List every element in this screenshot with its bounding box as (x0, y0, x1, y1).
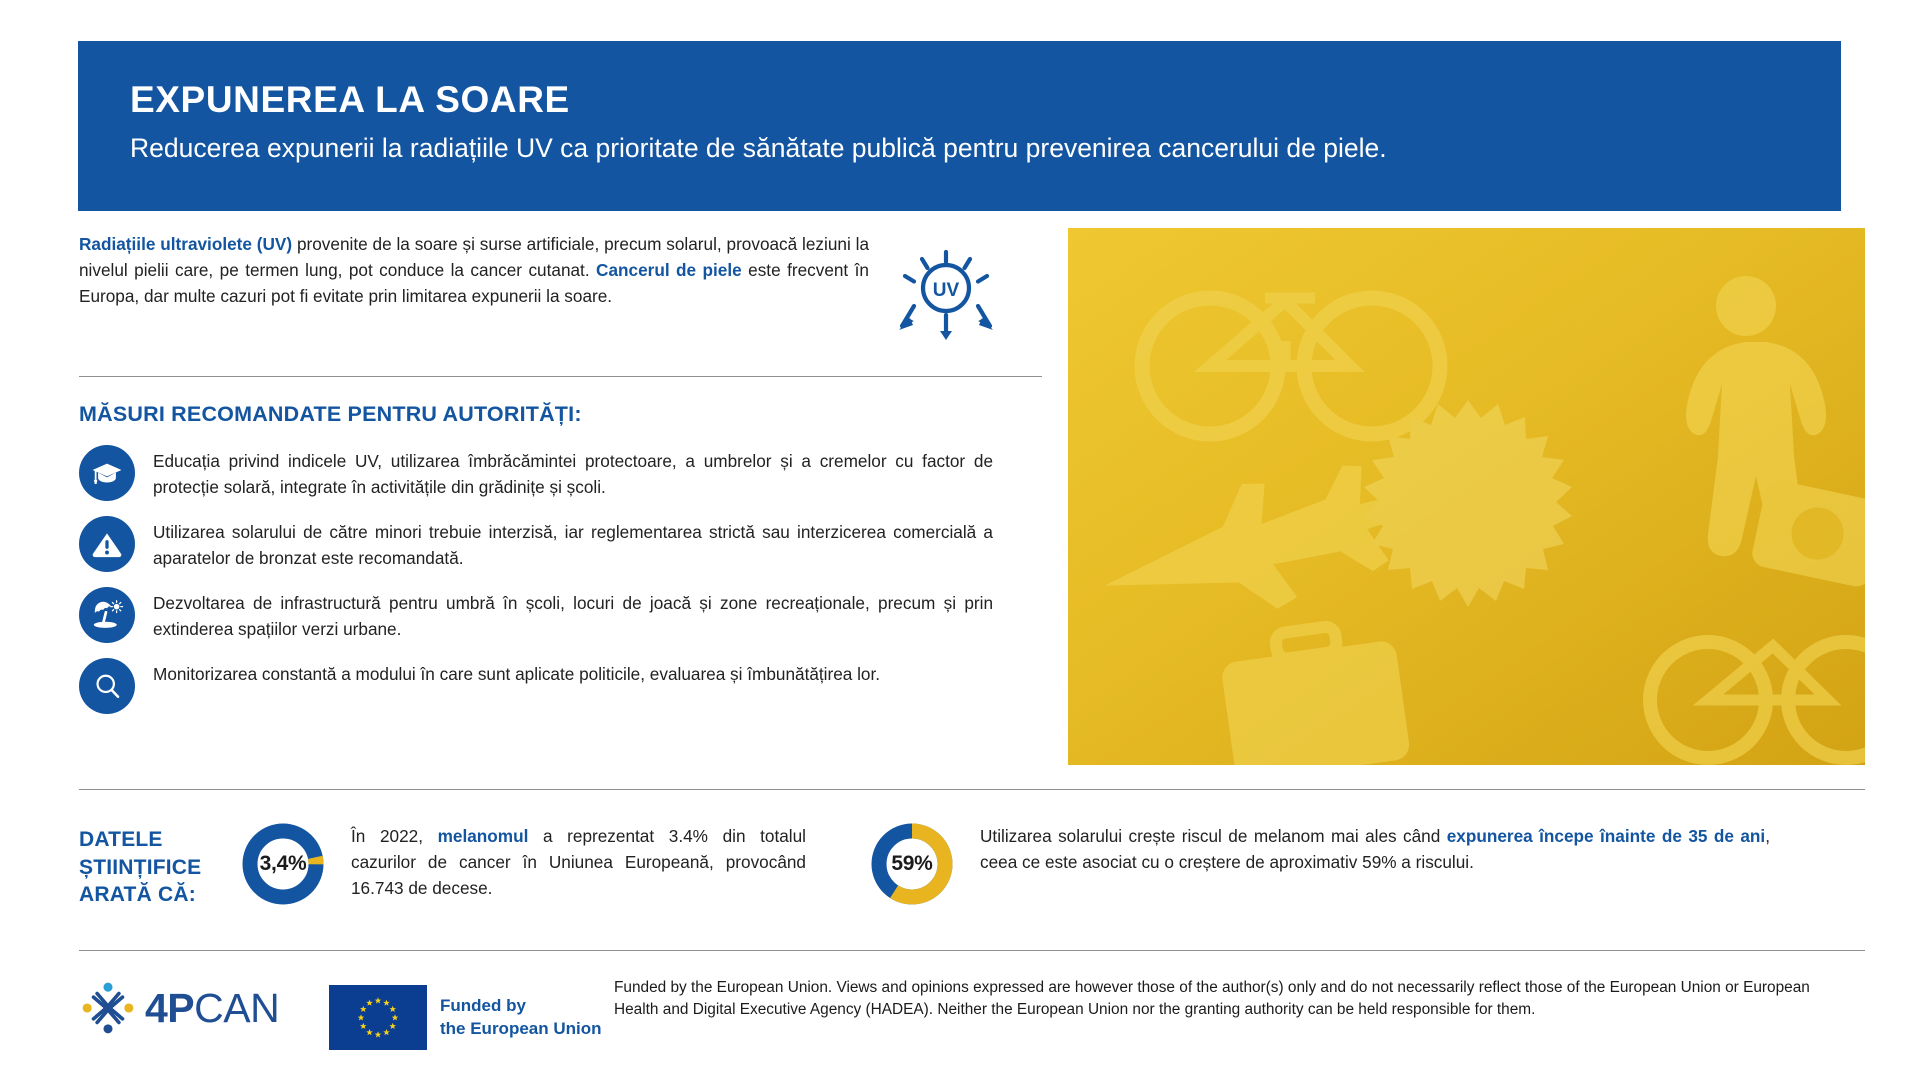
intro-divider (79, 376, 1042, 377)
uv-sun-icon (887, 236, 1005, 354)
donut-label: 3,4% (259, 852, 307, 875)
4pcan-wordmark-suffix: CAN (194, 984, 280, 1031)
graduation-cap-icon (79, 445, 135, 501)
stat-text-before: Utilizarea solarului crește riscul de melanom mai ales când (980, 826, 1447, 846)
eu-funded-line-2: the European Union (440, 1018, 602, 1038)
donut-label: 59% (891, 852, 933, 875)
stat-text-before: În 2022, (351, 826, 438, 846)
stat-block-tanning-risk (868, 820, 1770, 908)
stat-text-after: , ceea ce este asociat cu o creștere de aproximativ 59% a riscului. (980, 826, 1770, 872)
measure-item (79, 445, 1042, 501)
eu-funding-logo (329, 975, 614, 1050)
measure-item (79, 587, 1042, 643)
statistics-section (79, 820, 1865, 909)
parasol-sun-icon (79, 587, 135, 643)
stat-highlight: melanomul (437, 826, 529, 846)
measures-heading: MĂSURI RECOMANDATE PENTRU AUTORITĂȚI: (79, 402, 582, 426)
stat-text-melanoma-share (351, 820, 806, 901)
intro-lead-2: Cancerul de piele (596, 260, 742, 281)
donut-chart-3-4-percent (239, 820, 327, 908)
stats-label-line-1: DATELE (79, 828, 163, 851)
stats-label-line-3: ARATĂ CĂ: (79, 883, 196, 907)
stats-top-divider (79, 789, 1865, 790)
4pcan-wordmark (145, 984, 280, 1031)
eu-funded-line-1: Funded by (440, 996, 526, 1016)
measure-text: Educația privind indicele UV, utilizarea îmbrăcămintei protectoare, a umbrelor și a cremelor cu factor de protecție solară, integrate în activitățile din grădinițe și școli. (153, 451, 993, 497)
measure-text: Utilizarea solarului de către minori trebuie interzisă, iar reglementarea strictă sau interzicerea comercială a aparatelor de bronzat este recomandată. (153, 522, 993, 568)
intro-row (79, 228, 1042, 354)
footer (79, 975, 1865, 1050)
intro-lead-1: Radiațiile ultraviolete (UV) (79, 234, 293, 254)
eu-funded-text (440, 995, 602, 1039)
page-subtitle: Reducerea expunerii la radiațiile UV ca prioritate de sănătate publică pentru prevenirea cancerului de piele. (130, 132, 1387, 163)
stat-highlight: expunerea începe înainte de 35 de ani (1446, 826, 1766, 846)
measure-text: Dezvoltarea de infrastructură pentru umbră în școli, locuri de joacă și zone recreaționale, precum și prin extinderea spațiilor verzi urbane. (153, 593, 993, 639)
summer-objects-yellow-photo (1068, 228, 1865, 765)
left-content-column (79, 228, 1042, 729)
warning-triangle-icon (79, 516, 135, 572)
header-banner (78, 41, 1841, 211)
eu-flag-icon (329, 985, 427, 1050)
measure-text: Monitorizarea constantă a modului în care sunt aplicate politicile, evaluarea și îmbunătățirea lor. (153, 664, 881, 684)
donut-chart-59-percent (868, 820, 956, 908)
4pcan-symbol-icon (79, 979, 137, 1037)
logo-4pcan (79, 975, 329, 1037)
intro-body-1: provenite de la soare și surse artificiale, precum solarul, provoacă leziuni la nivelul pielii care, pe termen lung, pot conduce la cancer cutanat. (79, 234, 870, 281)
stats-section-label (79, 820, 239, 909)
stat-text-after: a reprezentat 3.4% din totalul cazurilor de cancer în Uniunea Europeană, provocând 16.743 de decese. (351, 826, 807, 898)
measure-item (79, 516, 1042, 572)
stat-block-melanoma-share (239, 820, 806, 908)
intro-body-2: este frecvent în Europa, dar multe cazuri pot fi evitate prin limitarea expunerii la soare. (79, 260, 869, 307)
funding-disclaimer: Funded by the European Union. Views and opinions expressed are however those of the author(s) only and do not necessarily reflect those of the European Union or European Health and Digital Executive Agency (HADEA). Neither the European Union nor the granting authority can be held responsible for them. (614, 979, 1810, 1019)
intro-paragraph (79, 228, 869, 309)
4pcan-wordmark-prefix: 4P (145, 984, 195, 1031)
uv-icon-label: UV (932, 280, 960, 301)
stat-text-tanning-risk (980, 820, 1770, 876)
stats-label-line-2: ȘTIINȚIFICE (79, 855, 202, 879)
page-title: EXPUNEREA LA SOARE (130, 79, 570, 120)
measure-item (79, 658, 1042, 714)
footer-divider (79, 950, 1865, 951)
magnifier-icon (79, 658, 135, 714)
